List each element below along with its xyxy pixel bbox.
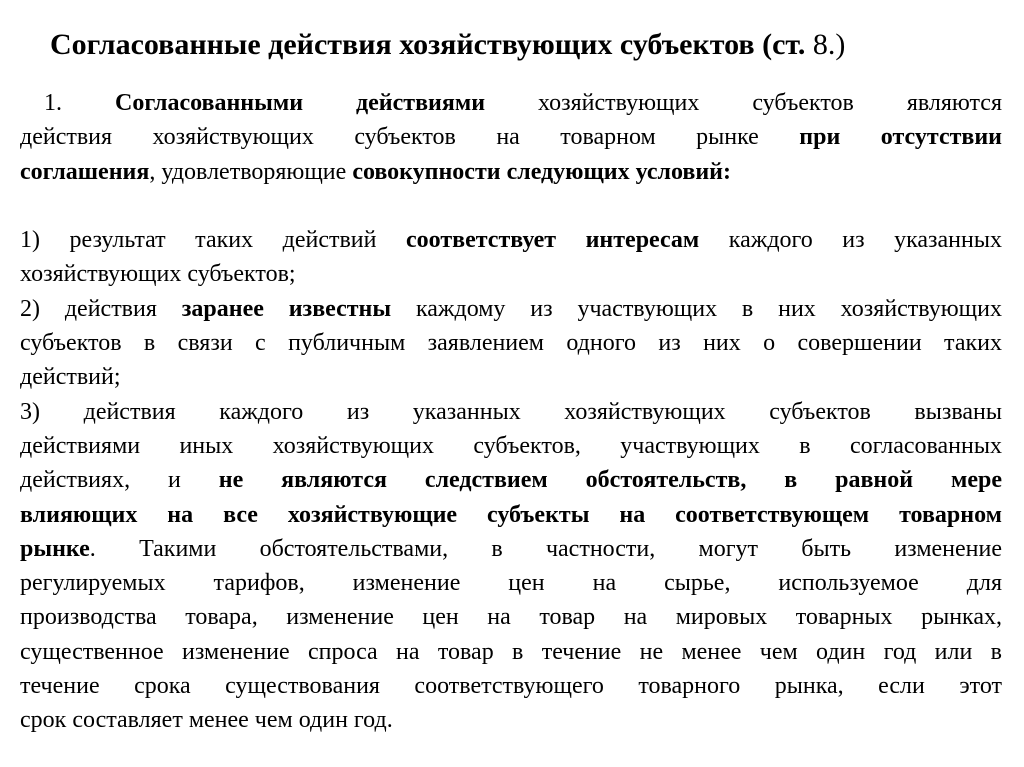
bold-text-segment: соглашения (20, 158, 150, 185)
text-segment: существенное изменение спроса на товар в течение не менее чем один год или в (20, 638, 1002, 665)
text-line (20, 86, 1002, 120)
title-bold-text: Согласованные действия хозяйствующих субъектов (ст. (50, 28, 806, 61)
text-line (20, 257, 1002, 291)
text-line (20, 600, 1002, 634)
title-article-number: 8.) (805, 28, 846, 61)
text-line (20, 395, 1002, 429)
text-segment: действиях, и (20, 467, 219, 494)
text-segment: срок составляет менее чем один год. (20, 707, 393, 734)
bold-text-segment: рынке (20, 535, 90, 562)
bold-text-segment: совокупности следующих условий: (352, 158, 731, 185)
text-segment: производства товара, изменение цен на товар на мировых товарных рынках, (20, 604, 1002, 631)
bold-text-segment: не являются следствием обстоятельств, в равной мере (218, 467, 1002, 494)
text-segment: 3) действия каждого из указанных хозяйствующих субъектов вызваны (20, 398, 1002, 425)
text-line (20, 703, 1002, 737)
article-text (20, 86, 1002, 738)
text-line (20, 120, 1002, 154)
text-segment: регулируемых тарифов, изменение цен на сырье, используемое для (20, 570, 1002, 597)
text-line (20, 463, 1002, 497)
bold-text-segment: при отсутствии (799, 124, 1002, 151)
text-line (20, 566, 1002, 600)
text-line (20, 429, 1002, 463)
blank-line (20, 189, 1002, 223)
text-line (20, 360, 1002, 394)
bold-text-segment: влияющих на все хозяйствующие субъекты на соответствующем товарном (20, 501, 1002, 528)
text-segment: хозяйствующих субъектов; (20, 261, 296, 288)
text-segment: 1) результат таких действий (20, 227, 406, 254)
bold-text-segment: заранее известны (181, 295, 392, 322)
text-segment: течение срока существования соответствующего товарного рынка, если этот (20, 673, 1002, 700)
text-segment: каждого из указанных (699, 227, 1002, 254)
text-segment: 1. (44, 90, 115, 116)
slide-title (50, 26, 960, 64)
text-segment: . Такими обстоятельствами, в частности, могут быть изменение (89, 535, 1002, 562)
text-line (20, 326, 1002, 360)
text-segment: 2) действия (20, 295, 182, 322)
bold-text-segment: соответствует интересам (405, 227, 700, 254)
text-line (20, 155, 1002, 189)
text-segment: субъектов в связи с публичным заявлением одного из них о совершении таких (20, 330, 1002, 357)
text-segment: хозяйствующих субъектов являются (485, 90, 1002, 116)
text-line (20, 635, 1002, 669)
text-line (20, 498, 1002, 532)
text-segment: действия хозяйствующих субъектов на товарном рынке (20, 124, 800, 151)
text-segment: , удовлетворяющие (149, 158, 353, 185)
text-line (20, 532, 1002, 566)
text-line (20, 223, 1002, 257)
text-segment: действий; (20, 364, 121, 391)
text-segment: действиями иных хозяйствующих субъектов, участвующих в согласованных (20, 432, 1002, 459)
bold-text-segment: Согласованными действиями (114, 90, 486, 116)
text-line (20, 292, 1002, 326)
text-line (20, 669, 1002, 703)
text-segment: каждому из участвующих в них хозяйствующих (391, 295, 1002, 322)
